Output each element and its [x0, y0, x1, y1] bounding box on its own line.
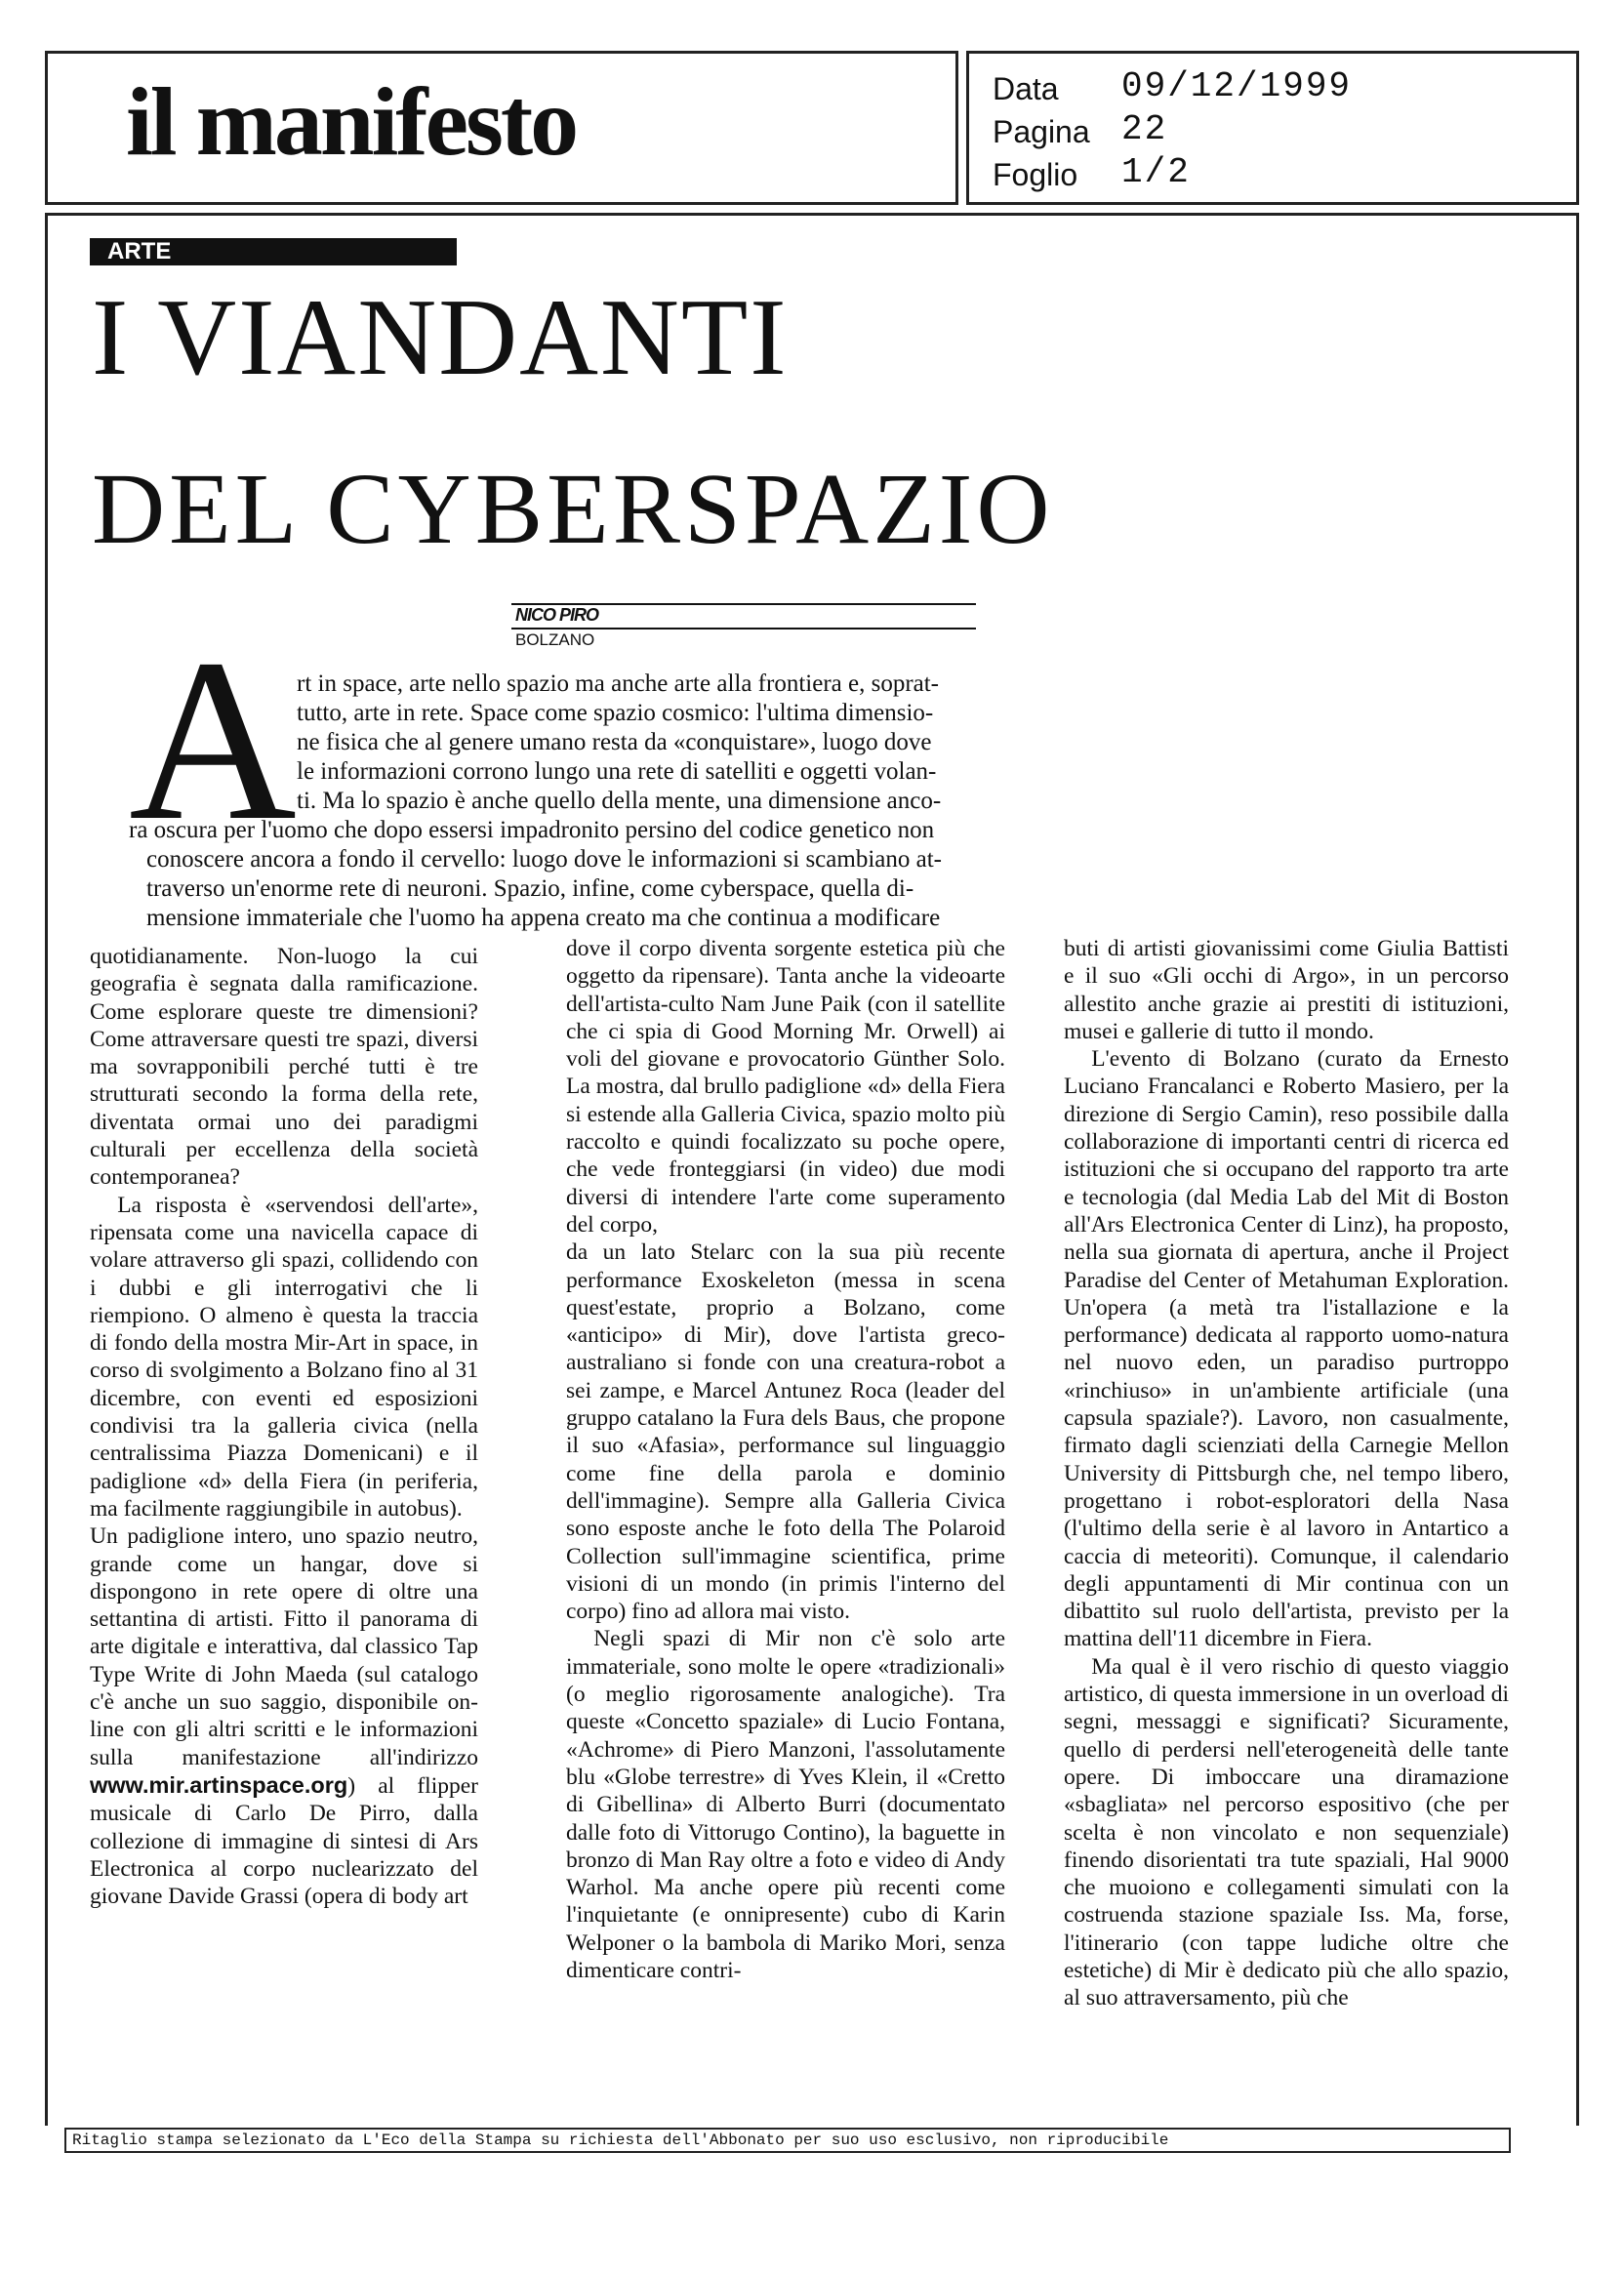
lead-line: le informazioni corrono lungo una rete di satelliti e oggetti volan-	[297, 758, 937, 785]
lead-line: rt in space, arte nello spazio ma anche arte alla frontiera e, soprat-	[297, 670, 940, 697]
article-column-1	[90, 943, 478, 1910]
lead-line: ra oscura per l'uomo che dopo essersi impadronito persino del codice genetico non	[129, 817, 935, 843]
lead-line: mensione immateriale che l'uomo ha appena creato ma che continua a modificare	[146, 905, 941, 931]
masthead-box	[45, 51, 958, 205]
paragraph-text: Un padiglione intero, uno spazio neutro, grande come un hangar, dove si dispongono in rete opere di oltre una settantina di artisti. Fitto il panorama di arte digitale e interattiva, dal classico Tap Type Write di John Maeda (sul catalogo c'è anche un suo saggio, disponibile on-line con gli altri scritti e le informazioni sulla manifestazione all'indirizzo	[90, 1523, 478, 1770]
lead-line: ti. Ma lo spazio è anche quello della mente, una dimensione anco-	[297, 788, 942, 814]
article-column-2	[566, 935, 1005, 1984]
headline-line-2: DEL CYBERSPAZIO	[92, 453, 1054, 565]
paragraph: dove il corpo diventa sorgente estetica più che oggetto da ripensare). Tanta anche la videoarte dell'artista-culto Nam June Paik (con il satellite che ci spia di Good Morning Mr. Orwell) ai voli del giovane e provocatorio Günther Solo. La mostra, dal brullo padiglione «d» della Fiera si estende alla Galleria Civica, spazio molto più raccolto e quindi focalizzato su poche opere, che vede fronteggiarsi (in video) due modi diversi di intendere l'arte come superamento del corpo,	[566, 936, 1005, 1238]
page-value: 22	[1121, 109, 1168, 149]
paragraph: La risposta è «servendosi dell'arte», ripensata come una navicella capace di volare attraverso gli spazi, collidendo con i dubbi e gli interrogativi che li riempiono. O almeno è questa la traccia di fondo della mostra Mir-Art in space, in corso di svolgimento a Bolzano fino al 31 dicembre, con eventi ed esposizioni condivisi tra la galleria civica (nella centralissima Piazza Domenicani) e il padiglione «d» della Fiera (in periferia, ma facilmente raggiungibile in autobus).	[90, 1192, 478, 1522]
paragraph: quotidianamente. Non-luogo la cui geografia è segnata dalla ramificazione. Come esplorare queste tre dimensioni? Come attraversare questi tre spazi, diversi ma sovrapponibili perché tutti è tre strutturati secondo la forma della rete, diventata ormai uno dei paradigmi culturali per eccellenza della società contemporanea?	[90, 944, 478, 1191]
headline-line-1: I VIANDANTI	[92, 277, 789, 398]
clipping-notice: Ritaglio stampa selezionato da L'Eco della Stampa su richiesta dell'Abbonato per suo uso esclusivo, non riproducibile	[64, 2128, 1511, 2153]
paragraph: L'evento di Bolzano (curato da Ernesto Luciano Francalanci e Roberto Masiero, per la direzione di Sergio Camin), reso possibile dalla collaborazione di importanti centri di ricerca ed istituzioni che si occupano del rapporto tra arte e tecnologia (dal Media Lab del Mit di Boston all'Ars Electronica Center di Linz), ha proposto, nella sua giornata di apertura, anche il Project Paradise del Center of Metahuman Exploration. Un'opera (a metà tra l'istallazione e la performance) dedicata al rapporto uomo-natura nel nuovo eden, un paradiso purtroppo «rinchiuso» in un'ambiente artificiale (una capsula spaziale?). Lavoro, non casualmente, firmato dagli scienziati della Carnegie Mellon University di Pittsburgh che, nel tempo libero, progettano i robot-esploratori della Nasa (l'ultimo della serie è al lavoro in Antartico a caccia di meteoriti). Comunque, il calendario degli appuntamenti di Mir continua con un dibattito sul ruolo dell'artista, previsto per la mattina dell'11 dicembre in Fiera.	[1064, 1046, 1509, 1652]
lead-line: ne fisica che al genere umano resta da «conquistare», luogo dove	[297, 729, 932, 755]
byline-city: BOLZANO	[515, 630, 595, 649]
paragraph: Negli spazi di Mir non c'è solo arte immateriale, sono molte le opere «tradizionali» (o meglio rigorosamente analogiche). Tra queste «Concetto spaziale» di Lucio Fontana, «Achrome» di Piero Manzoni, l'assolutamente blu «Globe terrestre» di Yves Klein, il «Cretto di Gibellina» di Alberto Burri (documentato dalle foto di Vittorugo Contino), la baguette in bronzo di Man Ray oltre a foto e video di Andy Warhol. Ma anche opere più recenti come l'inquietante (e onnipresente) cubo di Karin Welponer o la bambola di Mariko Mori, senza dimenticare contri-	[566, 1626, 1005, 1983]
website-link[interactable]: www.mir.artinspace.org	[90, 1771, 348, 1798]
paragraph-text: ) al flipper musicale di Carlo De Pirro, dalla collezione di immagine di sintesi di Ars Electronica al corpo nuclearizzato del giovane Davide Grassi (opera di body art	[90, 1772, 478, 1910]
date-label: Data	[993, 71, 1059, 106]
sheet-label: Foglio	[993, 157, 1078, 192]
paragraph: Ma qual è il vero rischio di questo viaggio artistico, di questa immersione in un overload di segni, messaggi e significati? Sicuramente, quello di perdersi nell'eterogeneità delle tante opere. Di imboccare una diramazione «sbagliata» nel percorso espositivo (che per scelta è non vincolato e non sequenziale) finendo disorientati tra tute spaziali, Hal 9000 che muoiono e collegamenti simulati con la costruenda stazione spaziale Iss. Ma, forse, l'itinerario (con tappe ludiche oltre che estetiche) di Mir è dedicato più che allo spazio, al suo attraversamento, più che	[1064, 1653, 1509, 2011]
lead-line: traverso un'enorme rete di neuroni. Spazio, infine, come cyberspace, quella di-	[146, 875, 914, 902]
byline-rule	[511, 628, 976, 629]
publication-info-box	[966, 51, 1579, 205]
sheet-value: 1/2	[1121, 152, 1191, 192]
drop-cap: A	[129, 612, 297, 869]
paragraph: da un lato Stelarc con la sua più recente performance Exoskeleton (messa in scena quest'estate, proprio a Bolzano, come «anticipo» di Mir), dove l'artista greco-australiano si fonde con una creatura-robot a sei zampe, e Marcel Antunez Roca (leader del gruppo catalano la Fura dels Baus, che propone il suo «Afasia», performance sul linguaggio come fine della parola e dominio dell'immagine). Sempre alla Galleria Civica sono esposte anche le foto della The Polaroid Collection sull'immagine scientifica, prime visioni di un mondo (in primis l'interno del corpo) fino ad allora mai visto.	[566, 1239, 1005, 1625]
date-value: 09/12/1999	[1121, 66, 1353, 106]
page-label: Pagina	[993, 114, 1090, 149]
section-bar	[90, 238, 457, 265]
paragraph: buti di artisti giovanissimi come Giulia Battisti e il suo «Gli occhi di Argo», in un percorso allestito anche grazie ai prestiti di istituzioni, musei e gallerie di tutto il mondo.	[1064, 936, 1509, 1044]
paragraph	[90, 1523, 478, 1910]
lead-line: conoscere ancora a fondo il cervello: luogo dove le informazioni si scambiano at-	[146, 846, 942, 873]
newspaper-logo: il manifesto	[126, 67, 577, 176]
byline-author: NICO PIRO	[515, 605, 599, 625]
article-column-3	[1064, 935, 1509, 2012]
lead-line: tutto, arte in rete. Space come spazio cosmico: l'ultima dimensio-	[297, 700, 934, 726]
section-label: ARTE	[107, 238, 172, 264]
